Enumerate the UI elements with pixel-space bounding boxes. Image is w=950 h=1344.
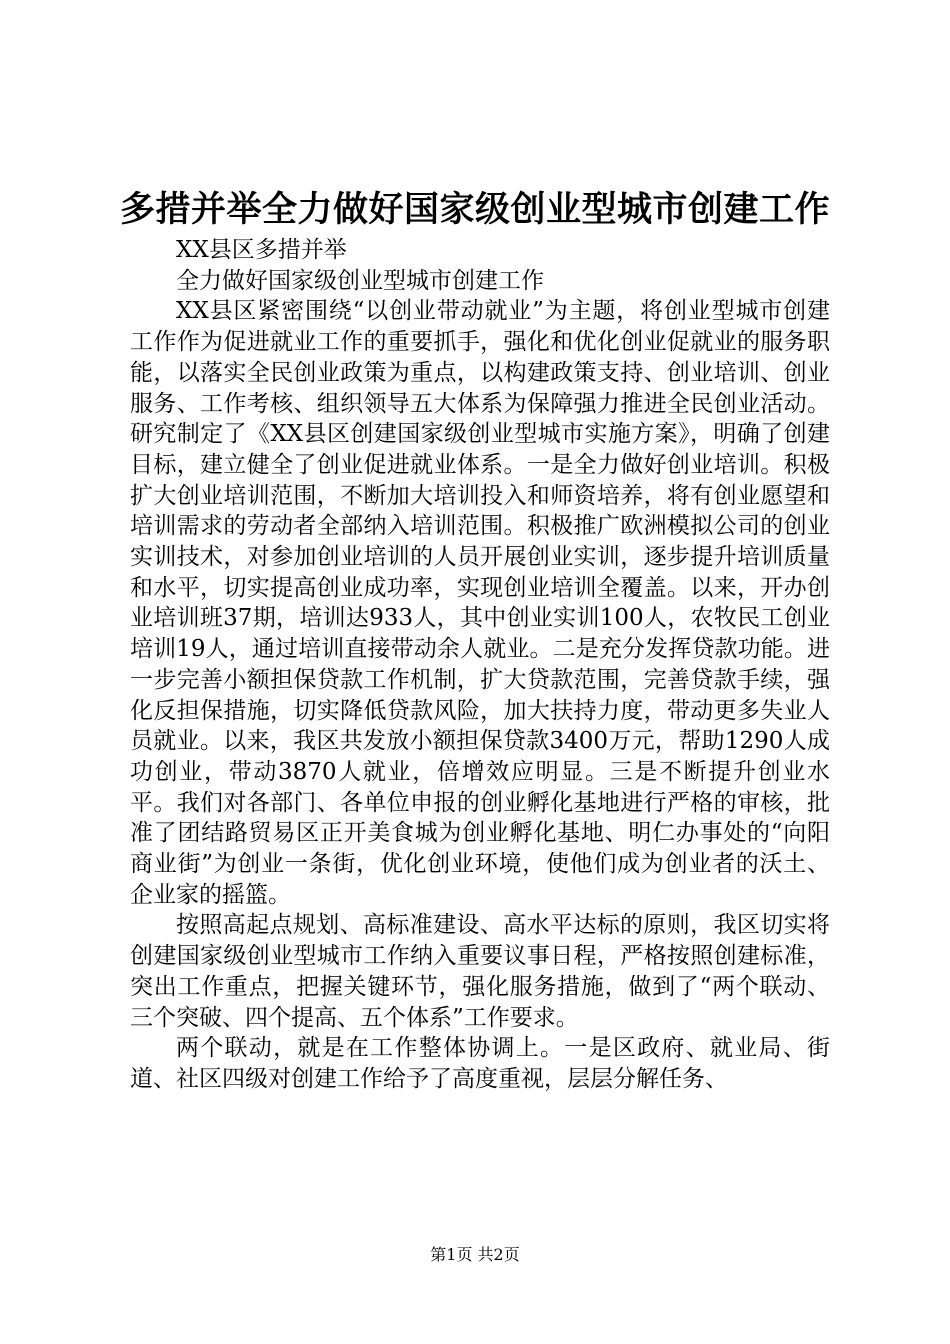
subtitle-line-1: XX县区多措并举: [176, 237, 347, 263]
document-body: [130, 235, 830, 1095]
paragraph-2: 按照高起点规划、高标准建设、高水平达标的原则，我区切实将创建国家级创业型城市工作纳入重要议事日程，严格按照创建标准，突出工作重点，把握关键环节，强化服务措施，做到了“两个联动、三个突破、四个提高、五个体系”工作要求。: [130, 912, 830, 1031]
document-title: 多措并举全力做好国家级创业型城市创建工作: [119, 189, 830, 230]
paragraph-1: XX县区紧密围绕“以创业带动就业”为主题，将创业型城市创建工作作为促进就业工作的重要抓手，强化和优化创业促就业的服务职能，以落实全民创业政策为重点，以构建政策支持、创业培训、创业服务、工作考核、组织领导五大体系为保障强力推进全民创业活动。研究制定了《XX县区创建国家级创业型城市实施方案》，明确了创建目标，建立健全了创业促进就业体系。一是全力做好创业培训。积极扩大创业培训范围，不断加大培训投入和师资培养，将有创业愿望和培训需求的劳动者全部纳入培训范围。积极推广欧洲模拟公司的创业实训技术，对参加创业培训的人员开展创业实训，逐步提升培训质量和水平，切实提高创业成功率，实现创业培训全覆盖。以来，开办创业培训班37期，培训达933人，其中创业实训100人，农牧民工创业培训19人，通过培训直接带动余人就业。二是充分发挥贷款功能。进一步完善小额担保贷款工作机制，扩大贷款范围，完善贷款手续，强化反担保措施，切实降低贷款风险，加大扶持力度，带动更多失业人员就业。以来，我区共发放小额担保贷款3400万元，帮助1290人成功创业，带动3870人就业，倍增效应明显。三是不断提升创业水平。我们对各部门、各单位申报的创业孵化基地进行严格的审核，批准了团结路贸易区正开美食城为创业孵化基地、明仁办事处的“向阳商业街”为创业一条街，优化创业环境，使他们成为创业者的沃土、企业家的摇篮。: [130, 298, 830, 908]
page-footer: 第1页 共2页: [430, 1245, 520, 1264]
subtitle-line-2: 全力做好国家级创业型城市创建工作: [176, 267, 544, 294]
paragraph-3: 两个联动，就是在工作整体协调上。一是区政府、就业局、街道、社区四级对创建工作给予了高度重视，层层分解任务、: [130, 1035, 830, 1092]
